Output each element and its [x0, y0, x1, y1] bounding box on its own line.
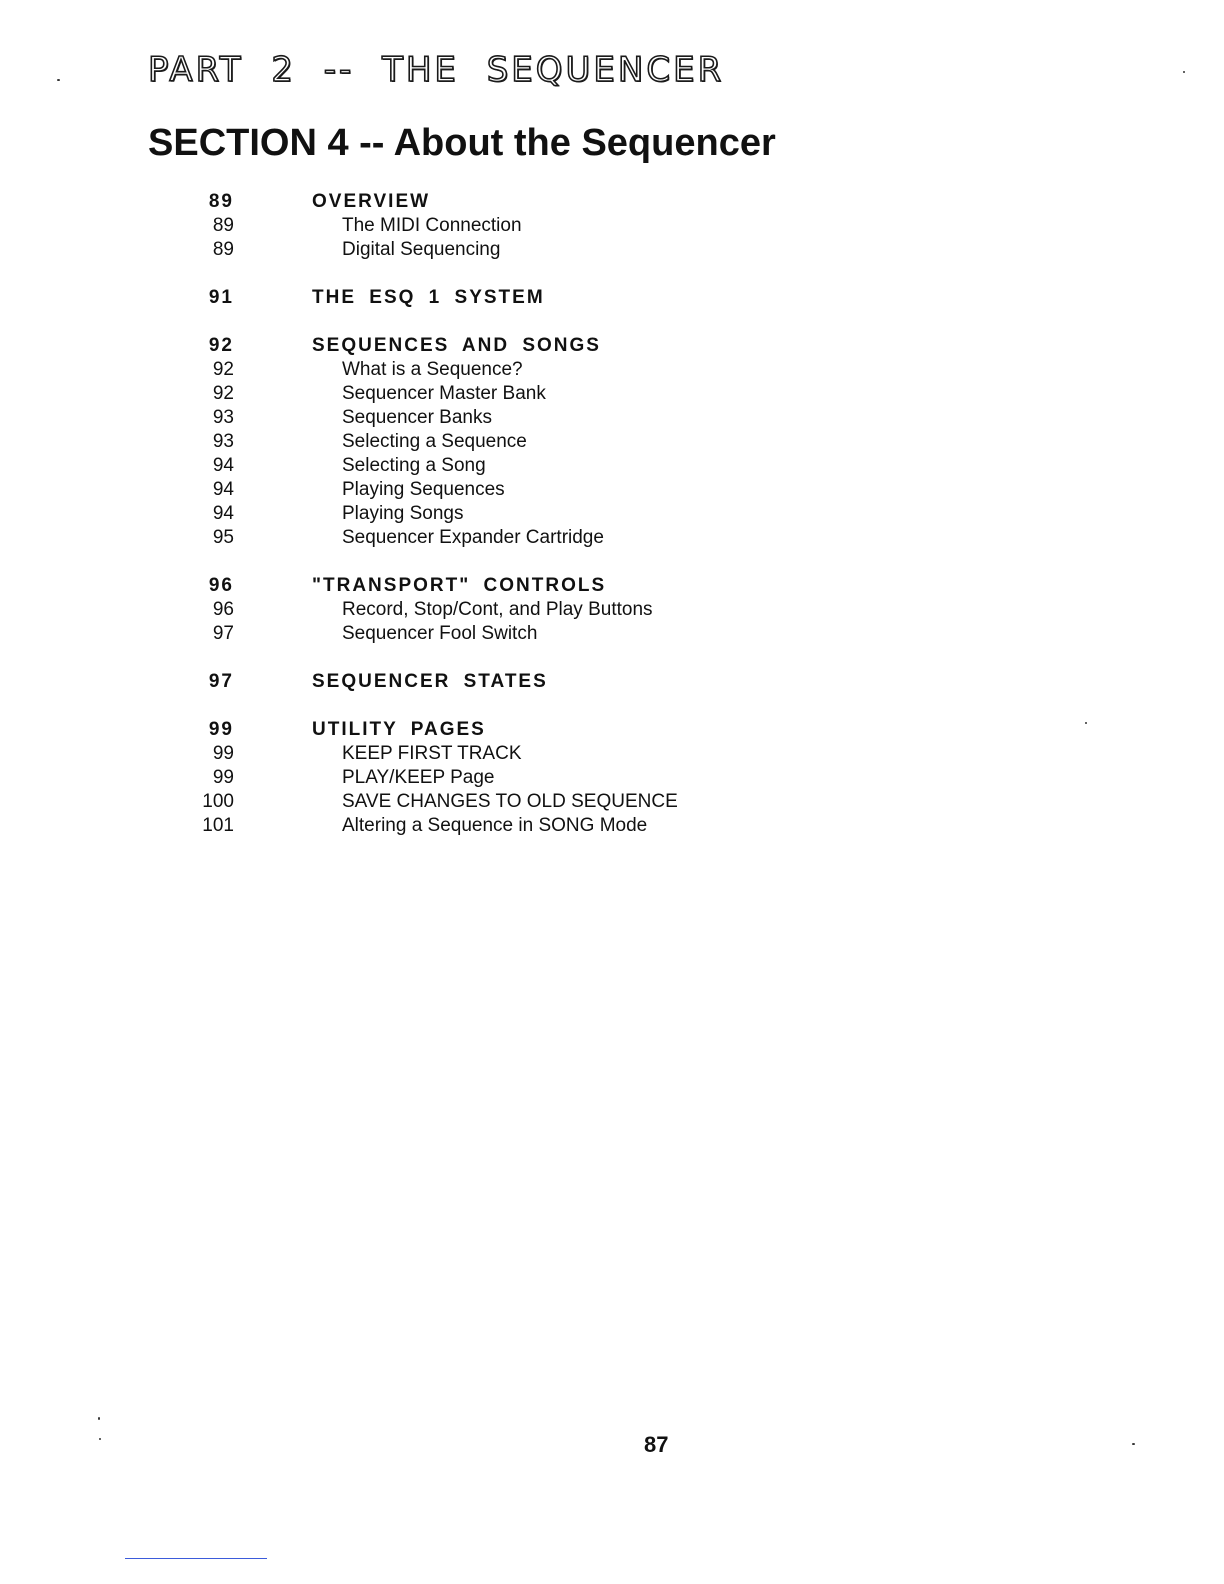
toc-subentry-row: [190, 790, 810, 814]
toc-page-number: 99: [212, 743, 234, 764]
toc-subentry: Selecting a Sequence: [342, 431, 527, 452]
scan-speck: [99, 1438, 101, 1440]
toc-heading: "TRANSPORT" CONTROLS: [312, 575, 607, 596]
footer-rule: [125, 1558, 267, 1559]
toc-subentry: What is a Sequence?: [342, 359, 523, 380]
toc-heading-row: [190, 718, 810, 742]
toc-group: [190, 718, 810, 838]
toc-subentry-row: [190, 766, 810, 790]
toc-subentry: Record, Stop/Cont, and Play Buttons: [342, 599, 653, 620]
toc-group: [190, 670, 810, 694]
toc-subentry: PLAY/KEEP Page: [342, 767, 495, 788]
toc-heading-row: [190, 190, 810, 214]
toc-heading: SEQUENCER STATES: [312, 671, 548, 692]
toc-subentry-row: [190, 430, 810, 454]
toc-subentry-row: [190, 214, 810, 238]
toc-group: [190, 574, 810, 646]
toc-page-number: 94: [212, 455, 234, 476]
toc-subentry: Selecting a Song: [342, 455, 486, 476]
toc-subentry: Sequencer Banks: [342, 407, 492, 428]
toc-heading-row: [190, 574, 810, 598]
toc-subentry-row: [190, 478, 810, 502]
toc-page-number: 100: [202, 791, 234, 812]
toc-subentry: KEEP FIRST TRACK: [342, 743, 522, 764]
toc-subentry: Digital Sequencing: [342, 239, 501, 260]
toc-subentry-row: [190, 238, 810, 262]
toc-subentry-row: [190, 814, 810, 838]
toc-page-number: 99: [208, 719, 234, 740]
toc-subentry-row: [190, 454, 810, 478]
toc-page-number: 97: [208, 671, 234, 692]
toc-page-number: 94: [212, 479, 234, 500]
toc-heading-row: [190, 286, 810, 310]
toc-page-number: 89: [212, 215, 234, 236]
scan-speck: [1183, 71, 1185, 73]
part-title: PART 2 -- THE SEQUENCER: [148, 50, 725, 90]
toc-page-number: 99: [212, 767, 234, 788]
toc-subentry-row: [190, 598, 810, 622]
scan-speck: [57, 79, 60, 81]
toc-subentry: Playing Sequences: [342, 479, 505, 500]
toc-heading: SEQUENCES AND SONGS: [312, 335, 601, 356]
scan-speck: [1085, 722, 1087, 724]
toc-heading: UTILITY PAGES: [312, 719, 486, 740]
toc-group: [190, 286, 810, 310]
toc-subentry-row: [190, 526, 810, 550]
toc-heading: THE ESQ 1 SYSTEM: [312, 287, 545, 308]
toc-heading-row: [190, 334, 810, 358]
toc-page-number: 94: [212, 503, 234, 524]
toc-subentry: The MIDI Connection: [342, 215, 522, 236]
toc-subentry: Altering a Sequence in SONG Mode: [342, 815, 648, 836]
toc-subentry-row: [190, 406, 810, 430]
toc-page-number: 89: [212, 239, 234, 260]
table-of-contents: [190, 190, 810, 862]
toc-subentry: Sequencer Fool Switch: [342, 623, 538, 644]
toc-page-number: 97: [212, 623, 234, 644]
toc-subentry-row: [190, 502, 810, 526]
toc-page-number: 92: [208, 335, 234, 356]
toc-page-number: 95: [212, 527, 234, 548]
toc-subentry: Playing Songs: [342, 503, 464, 524]
toc-page-number: 89: [208, 191, 234, 212]
scan-speck: [98, 1417, 100, 1420]
toc-page-number: 101: [202, 815, 234, 836]
toc-page-number: 96: [212, 599, 234, 620]
toc-subentry-row: [190, 358, 810, 382]
section-title: SECTION 4 -- About the Sequencer: [148, 122, 776, 164]
scan-speck: [1132, 1443, 1135, 1445]
toc-group: [190, 334, 810, 550]
toc-subentry: Sequencer Expander Cartridge: [342, 527, 604, 548]
toc-subentry: Sequencer Master Bank: [342, 383, 546, 404]
toc-page-number: 92: [212, 359, 234, 380]
toc-subentry: SAVE CHANGES TO OLD SEQUENCE: [342, 791, 678, 812]
toc-page-number: 96: [208, 575, 234, 596]
toc-subentry-row: [190, 382, 810, 406]
toc-page-number: 93: [212, 431, 234, 452]
toc-group: [190, 190, 810, 262]
toc-subentry-row: [190, 742, 810, 766]
page-number: 87: [644, 1432, 669, 1457]
toc-page-number: 91: [208, 287, 234, 308]
toc-page-number: 92: [212, 383, 234, 404]
toc-subentry-row: [190, 622, 810, 646]
toc-heading: OVERVIEW: [312, 191, 431, 212]
toc-page-number: 93: [212, 407, 234, 428]
toc-heading-row: [190, 670, 810, 694]
